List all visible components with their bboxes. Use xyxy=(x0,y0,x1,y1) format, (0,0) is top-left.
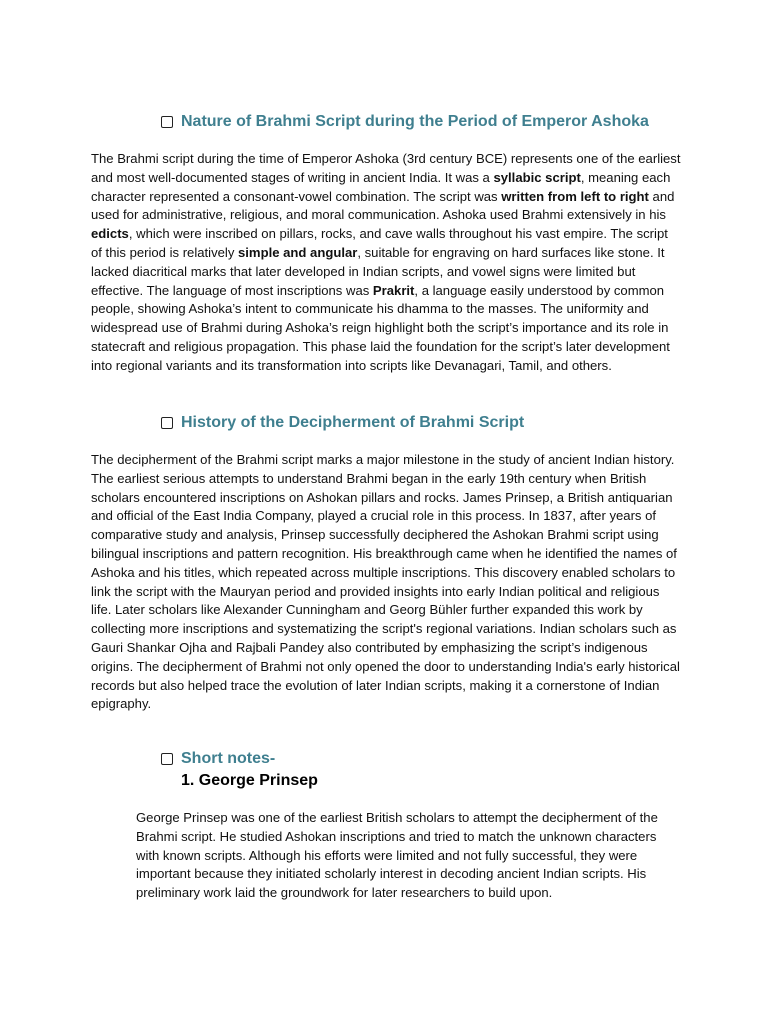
paragraph-george-prinsep xyxy=(136,809,676,903)
text-run: , suitable for engraving on hard surfaces like stone. It lacked diacritical marks that later developed in Indian scripts, and vowel signs were limited but effective. The language of most inscriptions was xyxy=(91,244,665,298)
paragraph-nature xyxy=(91,150,681,376)
text-run: The Brahmi script during the time of Emperor Ashoka (3rd century BCE) represents one of the earliest and most well-documented stages of writing in ancient India. It was a xyxy=(91,151,681,185)
text-run: , which were inscribed on pillars, rocks, and cave walls throughout his vast empire. The script of this period is relatively xyxy=(91,226,668,260)
paragraph-decipherment xyxy=(91,451,683,714)
bold-term: syllabic script xyxy=(493,169,581,185)
heading-text: History of the Decipherment of Brahmi Script xyxy=(181,414,525,431)
bold-term: Prakrit xyxy=(372,282,415,298)
heading-text: Short notes- xyxy=(181,750,276,767)
paragraph-text xyxy=(91,150,681,376)
checkbox-icon[interactable] xyxy=(161,116,173,128)
bold-term: edicts xyxy=(91,226,129,242)
paragraph-text: The decipherment of the Brahmi script marks a major milestone in the study of ancient Indian history. The earliest serious attempts to understand Brahmi began in the early 19th century when British scholars encountered inscriptions on Ashokan pillars and rocks. James Prinsep, a British antiquarian and official of the East India Company, played a crucial role in this process. In 1837, after years of comparative study and analysis, Prinsep successfully deciphered the Ashokan Brahmi script using bilingual inscriptions and pattern recognition. His breakthrough came when he identified the names of Ashoka and his titles, which repeated across multiple inscriptions. This discovery enabled scholars to link the script with the Mauryan period and provided insights into early Indian political and religious life. Later scholars like Alexander Cunningham and Georg Bühler further expanded this work by collecting more inscriptions and systematizing the script's regional variations. Indian scholars such as Gauri Shankar Ojha and Rajbali Pandey also contributed by emphasizing the script’s indigenous origins. The decipherment of Brahmi not only opened the door to understanding India's early historical records but also helped trace the evolution of later Indian scripts, making it a cornerstone of Indian epigraphy. xyxy=(91,452,680,712)
checkbox-icon[interactable] xyxy=(161,753,173,765)
bold-term: simple and angular xyxy=(238,244,358,260)
subheading-george-prinsep: 1. George Prinsep xyxy=(181,772,318,789)
text-run: and used for administrative, religious, and moral communication. Ashoka used Brahmi extensively in his xyxy=(91,188,675,223)
section-heading-short-notes xyxy=(161,750,275,768)
checkbox-icon[interactable] xyxy=(161,417,173,429)
bold-term: written from left to right xyxy=(501,188,649,204)
heading-text: Nature of Brahmi Script during the Period of Emperor Ashoka xyxy=(181,113,649,130)
section-heading-decipherment xyxy=(161,414,524,432)
section-heading-nature xyxy=(161,113,649,131)
text-run: , meaning each character represented a consonant-vowel combination. The script was xyxy=(91,169,671,204)
text-run: , a language easily understood by common people, showing Ashoka’s intent to communicate his dhamma to the masses. The uniformity and widespread use of Brahmi during Ashoka’s reign highlight both the script’s importance and its role in statecraft and religious propagation. This phase laid the foundation for the script’s later development into regional variants and its transformation into scripts like Devanagari, Tamil, and others. xyxy=(91,282,670,373)
paragraph-text: George Prinsep was one of the earliest British scholars to attempt the decipherment of the Brahmi script. He studied Ashokan inscriptions and tried to match the unknown characters with known scripts. Although his efforts were limited and not fully successful, they were important because they initiated scholarly interest in decoding ancient Indian scripts. His preliminary work laid the groundwork for later researchers to build upon. xyxy=(136,810,658,901)
